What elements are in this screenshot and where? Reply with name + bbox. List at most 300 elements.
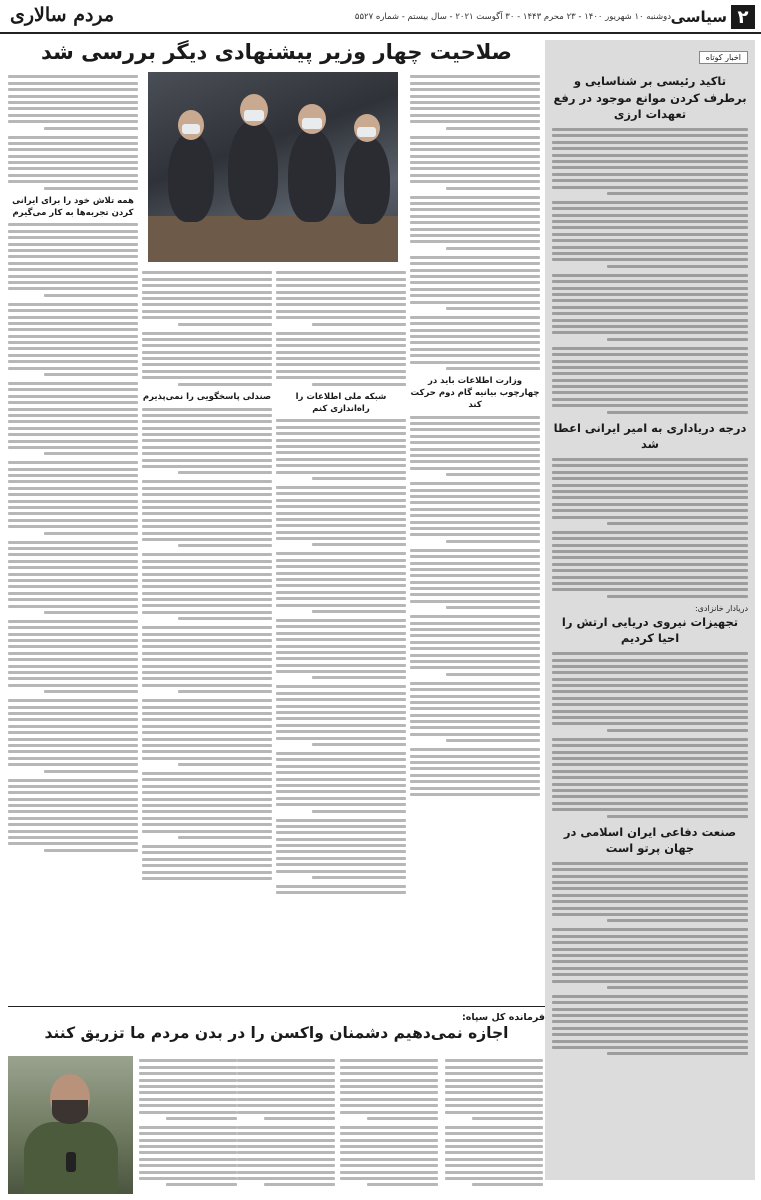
text-line: [8, 281, 138, 284]
text-line: [142, 817, 272, 820]
text-line: [410, 316, 540, 319]
text-line: [276, 552, 406, 555]
text-line: [8, 785, 138, 788]
text-line: [552, 967, 748, 970]
text-line: [276, 316, 406, 319]
text-line: [552, 503, 748, 506]
text-line: [340, 1158, 438, 1161]
text-line: [276, 831, 406, 834]
text-line: [276, 730, 406, 733]
text-line: [410, 155, 540, 158]
text-line: [8, 842, 138, 845]
text-line: [607, 815, 748, 818]
text-line: [142, 566, 272, 569]
text-line: [552, 477, 748, 480]
text-line: [276, 351, 406, 354]
text-line: [445, 1066, 543, 1069]
text-line: [410, 495, 540, 498]
text-line: [8, 347, 138, 350]
text-line: [552, 941, 748, 944]
text-line: [8, 744, 138, 747]
sidebar-item-2-body: [552, 458, 748, 598]
text-line: [552, 973, 748, 976]
text-line: [142, 579, 272, 582]
text-line: [237, 1079, 335, 1082]
text-line: [276, 752, 406, 755]
text-line: [552, 306, 748, 309]
sidebar-item-4-body: [552, 862, 748, 1056]
text-line: [142, 332, 272, 335]
text-line: [276, 632, 406, 635]
text-line: [552, 795, 748, 798]
text-line: [142, 658, 272, 661]
text-line: [552, 980, 748, 983]
text-line: [410, 416, 540, 419]
text-line: [8, 620, 138, 623]
text-line: [410, 562, 540, 565]
section-divider: [8, 1006, 545, 1007]
text-line: [552, 894, 748, 897]
text-line: [8, 161, 138, 164]
text-line: [142, 408, 272, 411]
text-line: [142, 851, 272, 854]
text-line: [8, 560, 138, 563]
text-line: [445, 1139, 543, 1142]
text-line: [142, 684, 272, 687]
main-column-2: [276, 268, 406, 1002]
text-line: [410, 761, 540, 764]
text-line: [340, 1072, 438, 1075]
text-line: [8, 88, 138, 91]
text-line: [552, 398, 748, 401]
text-line: [142, 446, 272, 449]
text-line: [142, 370, 272, 373]
text-line: [139, 1104, 237, 1107]
text-line: [142, 357, 272, 360]
text-line: [276, 797, 406, 800]
text-line: [410, 454, 540, 457]
text-line: [552, 207, 748, 210]
text-line: [276, 737, 406, 740]
text-line: [445, 1072, 543, 1075]
text-line: [552, 776, 748, 779]
text-line: [276, 471, 406, 474]
text-line: [142, 573, 272, 576]
text-line: [410, 707, 540, 710]
bottom-column-2: [340, 1056, 438, 1194]
text-line: [8, 120, 138, 123]
sidebar-item-1-title: تاکید رئیسی بر شناسایی و برطرف کردن موانع موجود در رفع تعهدات ارزی: [553, 74, 747, 122]
text-line: [445, 1158, 543, 1161]
text-line: [44, 532, 138, 535]
text-line: [142, 585, 272, 588]
text-line: [8, 148, 138, 151]
text-line: [276, 537, 406, 540]
text-line: [178, 323, 272, 326]
text-line: [410, 361, 540, 364]
text-line: [276, 531, 406, 534]
text-line: [552, 913, 748, 916]
text-line: [445, 1104, 543, 1107]
text-line: [142, 271, 272, 274]
text-line: [142, 519, 272, 522]
text-line: [446, 473, 540, 476]
text-line: [237, 1139, 335, 1142]
text-line: [410, 354, 540, 357]
text-line: [410, 448, 540, 451]
masthead-logo: مردم سالاری: [10, 4, 115, 26]
text-line: [276, 664, 406, 667]
text-line: [8, 763, 138, 766]
text-line: [139, 1126, 237, 1129]
text-line: [276, 717, 406, 720]
text-line: [8, 167, 138, 170]
text-line: [8, 275, 138, 278]
text-line: [445, 1085, 543, 1088]
text-line: [166, 1183, 237, 1186]
text-line: [276, 338, 406, 341]
text-line: [276, 512, 406, 515]
text-line: [552, 563, 748, 566]
text-line: [276, 625, 406, 628]
text-line: [237, 1177, 335, 1180]
text-line: [552, 372, 748, 375]
text-line: [8, 408, 138, 411]
text-line: [552, 751, 748, 754]
text-line: [410, 755, 540, 758]
text-line: [237, 1151, 335, 1154]
text-line: [276, 838, 406, 841]
text-line: [410, 780, 540, 783]
text-line: [410, 568, 540, 571]
text-line: [552, 464, 748, 467]
text-line: [142, 871, 272, 874]
text-line: [276, 771, 406, 774]
text-line: [552, 1020, 748, 1023]
text-line: [340, 1066, 438, 1069]
text-line: [607, 411, 748, 414]
text-line: [142, 652, 272, 655]
bottom-kicker: فرمانده کل سپاه:: [461, 1012, 545, 1023]
text-line: [446, 307, 540, 310]
text-line: [276, 724, 406, 727]
text-line: [367, 1117, 438, 1120]
text-line: [8, 309, 138, 312]
text-line: [8, 779, 138, 782]
text-line: [552, 1014, 748, 1017]
text-line: [340, 1111, 438, 1114]
text-line: [410, 489, 540, 492]
text-line: [552, 659, 748, 662]
text-line: [410, 654, 540, 657]
text-line: [552, 186, 748, 189]
text-line: [44, 690, 138, 693]
text-line: [237, 1171, 335, 1174]
text-line: [8, 547, 138, 550]
commander-photo: [8, 1056, 133, 1194]
text-line: [552, 287, 748, 290]
text-line: [8, 474, 138, 477]
text-line: [552, 995, 748, 998]
text-line: [8, 114, 138, 117]
text-line: [264, 1117, 335, 1120]
text-line: [410, 660, 540, 663]
text-line: [552, 954, 748, 957]
text-line: [142, 810, 272, 813]
text-line: [552, 907, 748, 910]
text-line: [410, 767, 540, 770]
text-line: [276, 439, 406, 442]
text-line: [8, 468, 138, 471]
text-line: [44, 187, 138, 190]
text-line: [8, 360, 138, 363]
text-line: [552, 875, 748, 878]
text-line: [276, 850, 406, 853]
text-line: [8, 500, 138, 503]
text-line: [445, 1059, 543, 1062]
text-line: [8, 249, 138, 252]
text-line: [410, 774, 540, 777]
text-line: [446, 247, 540, 250]
text-line: [237, 1145, 335, 1148]
text-line: [552, 703, 748, 706]
text-line: [142, 639, 272, 642]
text-line: [552, 319, 748, 322]
text-line: [552, 147, 748, 150]
text-line: [410, 107, 540, 110]
text-line: [410, 275, 540, 278]
text-line: [607, 265, 748, 268]
text-line: [552, 544, 748, 547]
text-line: [139, 1111, 237, 1114]
text-line: [276, 458, 406, 461]
text-line: [312, 876, 406, 879]
text-line: [142, 598, 272, 601]
text-line: [142, 804, 272, 807]
text-line: [445, 1132, 543, 1135]
text-line: [8, 174, 138, 177]
text-line: [8, 107, 138, 110]
text-line: [276, 765, 406, 768]
text-line: [472, 1183, 543, 1186]
text-line: [276, 518, 406, 521]
text-line: [340, 1091, 438, 1094]
text-line: [276, 445, 406, 448]
text-line: [276, 303, 406, 306]
text-line: [237, 1104, 335, 1107]
text-line: [8, 798, 138, 801]
text-line: [552, 134, 748, 137]
text-line: [8, 566, 138, 569]
text-line: [276, 778, 406, 781]
text-line: [552, 379, 748, 382]
text-line: [142, 465, 272, 468]
text-line: [276, 758, 406, 761]
text-line: [312, 743, 406, 746]
text-line: [552, 948, 748, 951]
text-line: [276, 291, 406, 294]
text-line: [276, 426, 406, 429]
text-line: [139, 1139, 237, 1142]
text-line: [142, 778, 272, 781]
text-line: [445, 1126, 543, 1129]
text-line: [410, 622, 540, 625]
text-line: [8, 303, 138, 306]
text-line: [276, 578, 406, 581]
text-line: [142, 877, 272, 880]
text-line: [142, 487, 272, 490]
text-line: [8, 725, 138, 728]
text-line: [340, 1139, 438, 1142]
text-line: [410, 634, 540, 637]
text-line: [8, 677, 138, 680]
text-line: [139, 1072, 237, 1075]
text-line: [237, 1111, 335, 1114]
text-line: [410, 114, 540, 117]
text-line: [178, 383, 272, 386]
text-line: [552, 881, 748, 884]
text-line: [552, 697, 748, 700]
text-line: [607, 986, 748, 989]
text-line: [446, 606, 540, 609]
text-line: [139, 1151, 237, 1154]
text-line: [142, 351, 272, 354]
text-line: [410, 600, 540, 603]
text-line: [8, 367, 138, 370]
text-line: [410, 335, 540, 338]
text-line: [552, 928, 748, 931]
text-line: [607, 595, 748, 598]
text-line: [552, 935, 748, 938]
text-line: [276, 310, 406, 313]
text-line: [237, 1098, 335, 1101]
subhead-accountability: صندلی پاسخگویی را نمی‌پذیرم: [142, 391, 272, 402]
text-line: [8, 804, 138, 807]
text-line: [552, 862, 748, 865]
text-line: [8, 645, 138, 648]
text-line: [8, 433, 138, 436]
text-line: [8, 731, 138, 734]
text-line: [142, 633, 272, 636]
text-line: [552, 484, 748, 487]
text-line: [410, 148, 540, 151]
text-line: [410, 666, 540, 669]
text-line: [552, 684, 748, 687]
text-line: [8, 573, 138, 576]
text-line: [472, 1117, 543, 1120]
issue-line: دوشنبه ۱۰ شهریور ۱۴۰۰ - ۲۳ محرم ۱۴۴۳ - ۳۰ آگوست ۲۰۲۱ - سال بیستم - شماره ۵۵۲۷: [354, 12, 671, 22]
text-line: [410, 428, 540, 431]
page-number: ۲: [731, 5, 755, 29]
text-line: [410, 256, 540, 259]
text-line: [276, 657, 406, 660]
text-line: [142, 553, 272, 556]
text-line: [410, 174, 540, 177]
text-line: [142, 611, 272, 614]
text-line: [446, 673, 540, 676]
text-line: [410, 555, 540, 558]
text-line: [446, 127, 540, 130]
text-line: [410, 726, 540, 729]
text-line: [8, 243, 138, 246]
text-line: [552, 1001, 748, 1004]
text-line: [445, 1177, 543, 1180]
text-line: [552, 556, 748, 559]
text-line: [410, 101, 540, 104]
text-line: [237, 1066, 335, 1069]
text-line: [552, 569, 748, 572]
text-line: [552, 1033, 748, 1036]
main-column-4: [8, 72, 138, 1002]
text-line: [410, 301, 540, 304]
text-line: [142, 858, 272, 861]
bottom-column-1: [445, 1056, 543, 1194]
text-line: [276, 863, 406, 866]
text-line: [237, 1091, 335, 1094]
text-line: [139, 1177, 237, 1180]
text-line: [276, 499, 406, 502]
text-line: [445, 1145, 543, 1148]
text-line: [552, 763, 748, 766]
text-line: [142, 645, 272, 648]
text-line: [276, 278, 406, 281]
text-line: [8, 585, 138, 588]
text-line: [552, 582, 748, 585]
text-line: [607, 1052, 748, 1055]
text-line: [340, 1151, 438, 1154]
text-line: [8, 757, 138, 760]
text-line: [410, 748, 540, 751]
text-line: [552, 744, 748, 747]
text-line: [276, 597, 406, 600]
text-line: [607, 338, 748, 341]
text-line: [552, 960, 748, 963]
text-line: [8, 95, 138, 98]
text-line: [142, 439, 272, 442]
text-line: [166, 1117, 237, 1120]
text-line: [276, 619, 406, 622]
text-line: [552, 900, 748, 903]
bottom-headline: اجازه نمی‌دهیم دشمنان واکسن را در بدن مردم ما تزریق کنند: [44, 1024, 509, 1042]
text-line: [276, 297, 406, 300]
text-line: [312, 383, 406, 386]
text-line: [139, 1145, 237, 1148]
text-line: [44, 452, 138, 455]
text-line: [410, 288, 540, 291]
text-line: [8, 671, 138, 674]
text-line: [276, 584, 406, 587]
text-line: [276, 344, 406, 347]
text-line: [552, 1040, 748, 1043]
subhead-intelligence: وزارت اطلاعات باید در چهارچوب بیانیه گام دوم حرکت کند: [410, 376, 540, 410]
text-line: [237, 1158, 335, 1161]
text-line: [44, 127, 138, 130]
text-line: [340, 1145, 438, 1148]
text-line: [552, 154, 748, 157]
bottom-column-4: [139, 1056, 237, 1194]
text-line: [340, 1104, 438, 1107]
text-line: [142, 338, 272, 341]
text-line: [8, 142, 138, 145]
text-line: [410, 221, 540, 224]
text-line: [445, 1079, 543, 1082]
text-line: [410, 508, 540, 511]
text-line: [8, 519, 138, 522]
text-line: [142, 525, 272, 528]
text-line: [552, 299, 748, 302]
text-line: [410, 688, 540, 691]
text-line: [8, 75, 138, 78]
